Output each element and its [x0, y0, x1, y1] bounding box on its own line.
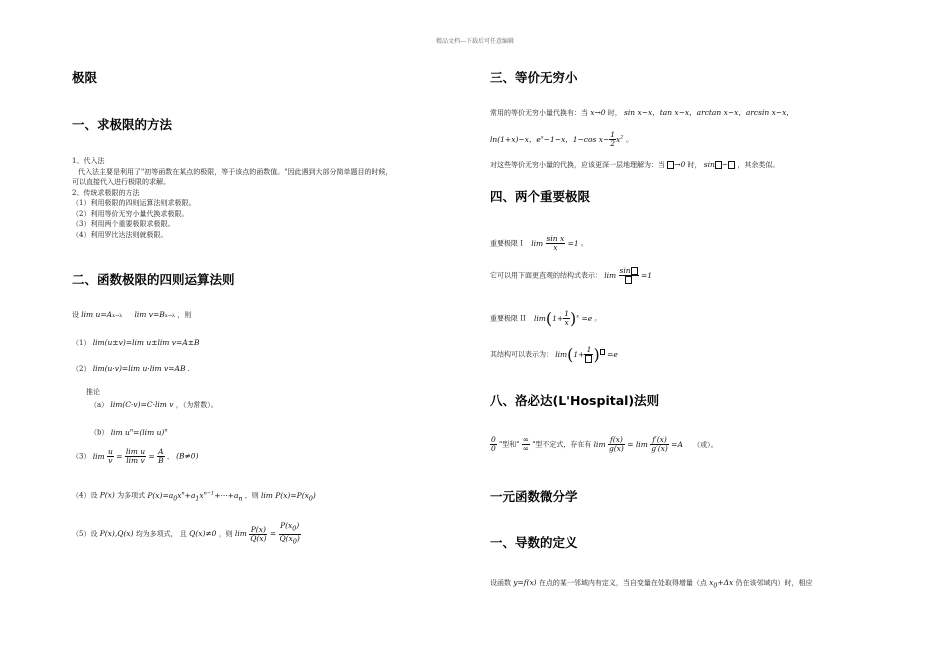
- rule-3-cond: (B≠0): [176, 451, 199, 461]
- limit-2-struct-text: 其结构可以表示为：: [490, 350, 553, 359]
- rule-5: [72, 522, 301, 546]
- formula-limit-1: lim $\frac{\text{sin x}}{x}$ =1: [531, 234, 579, 252]
- formula-limit-2-struct: lim(1+ 1 ) =e: [555, 344, 618, 364]
- rule-set-suffix: ，则: [177, 311, 192, 319]
- lhospital-rule: [490, 436, 718, 453]
- formula-rule-3: lim $\frac{u}{v}$ = $\frac{\text{lim u}}{\text{lim v}}$ = $\frac{A}{B}$: [92, 447, 164, 465]
- lhospital-type-2: "型不定式，存在有: [532, 440, 592, 449]
- rule-1-label: （1）: [72, 339, 91, 347]
- corollary-b: [90, 425, 168, 438]
- rule-set-prefix: 设: [72, 311, 79, 319]
- methods-line: 2、传统求极限的方法: [72, 188, 140, 197]
- formula-rule-4: $\lim P(x)=P(x_0)$: [260, 490, 316, 502]
- corollary-a-label: （a）: [90, 401, 109, 409]
- formula-y-fx: y=f(x): [513, 578, 537, 587]
- corollary-a-note: ，（为常数）。: [175, 401, 218, 409]
- methods-line: 代入法主要是利用了"初等函数在某点的极限，等于该点的函数值。"因此遇到大部分简单题目的时候，: [78, 167, 393, 176]
- section-methods-title: 一、求极限的方法: [72, 117, 173, 132]
- rule-4-prefix: （4）设: [72, 491, 98, 500]
- deriv-text-a: 设函数: [490, 579, 511, 587]
- limit-1-label: 重要极限 I: [490, 239, 523, 248]
- rule-5-then: ，则: [218, 530, 233, 538]
- equiv-line-2: [490, 131, 633, 148]
- formula-lim-u: lim u=A: [81, 310, 113, 319]
- methods-line: 可以直接代入进行极限的求解。: [72, 178, 170, 186]
- formula-box-to-0: →0: [667, 160, 685, 169]
- rule-4-mid: 为多项式: [117, 491, 146, 500]
- formula-limit-2: lim(1+ $\frac{1}{x}$ )$^x$ =e: [534, 308, 593, 328]
- section-calculus-title: 一元函数微分学: [490, 489, 578, 504]
- lhospital-type-1: "型和": [499, 440, 520, 449]
- equiv-intro: 常用的等价无穷小量代换有：当: [490, 109, 588, 117]
- rule-set-line: 设 lim u=Ax→λ lim v=Bx→λ ，则: [72, 310, 192, 319]
- lhospital-or: （或）。: [693, 440, 718, 449]
- rule-4-then: ，则: [244, 491, 259, 500]
- equiv-note-mid: 时，: [687, 161, 702, 169]
- formula-lhospital: lim $\frac{f(x)}{g(x)}$ = lim $\frac{f'(x)}{g'(x)}$ =A: [593, 435, 683, 453]
- equiv-note-text: 对这些等价无穷小量的代换，应该更深一层地理解为：当: [490, 161, 665, 169]
- limit-1-struct: [490, 267, 652, 284]
- rule-3-label: （3）: [72, 452, 91, 461]
- corollary-b-label: （b）: [90, 428, 109, 437]
- corollary-a: [90, 400, 218, 411]
- watermark-header: 精品文档---下载后可任意编辑: [435, 38, 515, 45]
- limit-2-label: 重要极限 II: [490, 314, 526, 323]
- methods-block: [72, 156, 472, 240]
- doc-title: 极限: [72, 70, 98, 85]
- section-equiv-title: 三、等价无穷小: [490, 70, 578, 85]
- formula-polynomial: $P(x)=a_0x^n+a_1x^{n-1}+\cdot\cdot\cdot+a_n$: [147, 490, 243, 502]
- methods-line: （2）利用等价无穷小量代换求极限。: [72, 209, 189, 218]
- section-arith-title: 二、函数极限的四则运算法则: [72, 272, 235, 287]
- rule-3-note: ，: [166, 452, 174, 461]
- limit-1-struct-text: 它可以用下面更直观的结构式表示：: [490, 271, 602, 280]
- equiv-when: 时，: [607, 109, 622, 117]
- methods-line: （3）利用两个重要极限求极限。: [72, 220, 175, 228]
- derivative-definition: [490, 578, 812, 592]
- formula-limit-1-struct: lim sin =1: [604, 271, 652, 280]
- formula-corollary-a: lim(C·v)=C·lim v: [110, 400, 174, 409]
- equiv-note-tail: ，其余类似。: [737, 161, 780, 169]
- formula-rule-2: lim(u·v)=lim u·lim v=AB: [92, 364, 186, 373]
- rule-5-cond-prefix: 且: [179, 530, 187, 538]
- rule-4: [72, 488, 316, 505]
- section-derivative-title: 一、导数的定义: [490, 535, 578, 550]
- formula-equivs-2: ln(1+x)~x，$e^x-1\sim x$，1−cos x~ $\frac{1}{2}$ $x^2$ 。: [490, 130, 634, 148]
- formula-sin-box: sin ~: [704, 160, 735, 169]
- formula-rule-5: lim $\frac{P(x)}{Q(x)}$ = $\frac{P(x_0)}{Q(x_0)}$: [234, 521, 300, 545]
- methods-line: （4）利用罗比达法则就极限。: [72, 230, 168, 239]
- methods-line: 1、代入法: [72, 157, 105, 165]
- equiv-note: [490, 160, 779, 171]
- formula-lim-v: lim v=B: [134, 310, 165, 319]
- formula-px: P(x): [99, 490, 115, 500]
- section-lhospital-title: 八、洛必达(L'Hospital)法则: [490, 393, 660, 408]
- rule-3: [72, 448, 199, 465]
- rule-1: [72, 338, 200, 349]
- rule-5-mid: 均为多项式，: [135, 530, 178, 538]
- limit-2: 重要极限 II lim(1+ $\frac{1}{x}$ )$^x$ =e 。: [490, 308, 602, 328]
- formula-inf-over-inf: $\frac{\infty}{\infty}$: [522, 435, 529, 453]
- rule-2-label: （2）: [72, 365, 91, 373]
- rule-5-prefix: （5）设: [72, 530, 98, 538]
- methods-line: （1）利用极限的四则运算法则求极限。: [72, 199, 196, 207]
- formula-x0-dx: $x_0+\Delta x$: [709, 578, 734, 590]
- rule-2: （2） lim(u·v)=lim u·lim v=AB .: [72, 364, 190, 373]
- formula-rule-1: lim(u±v)=lim u±lim v=A±B: [92, 338, 200, 347]
- equiv-line-1: [490, 108, 794, 119]
- section-limits-title: 四、两个重要极限: [490, 189, 591, 204]
- formula-corollary-b: $\lim u^n=(\lim$ u)$^n$: [110, 427, 168, 437]
- formula-zero-over-zero: $\frac{0}{0}$: [491, 435, 496, 453]
- deriv-text-b: 在点的某一邻域内有定义，当自变量在处取得增量（点: [538, 579, 707, 587]
- formula-equivs-1: sin x~x，tan x~x，arctan x~x，arcsin x~x，: [624, 108, 794, 117]
- corollary-label: 推论: [86, 388, 100, 396]
- deriv-text-c: 仍在该邻域内）时，相应: [735, 579, 813, 587]
- formula-q-nonzero: Q(x)≠0: [189, 529, 217, 538]
- formula-pq: P(x),Q(x): [99, 529, 134, 538]
- formula-x-to-0: x→0: [590, 108, 606, 117]
- limit-1: 重要极限 I lim $\frac{\text{sin x}}{x}$ =1 。: [490, 234, 588, 252]
- limit-2-struct: [490, 346, 618, 363]
